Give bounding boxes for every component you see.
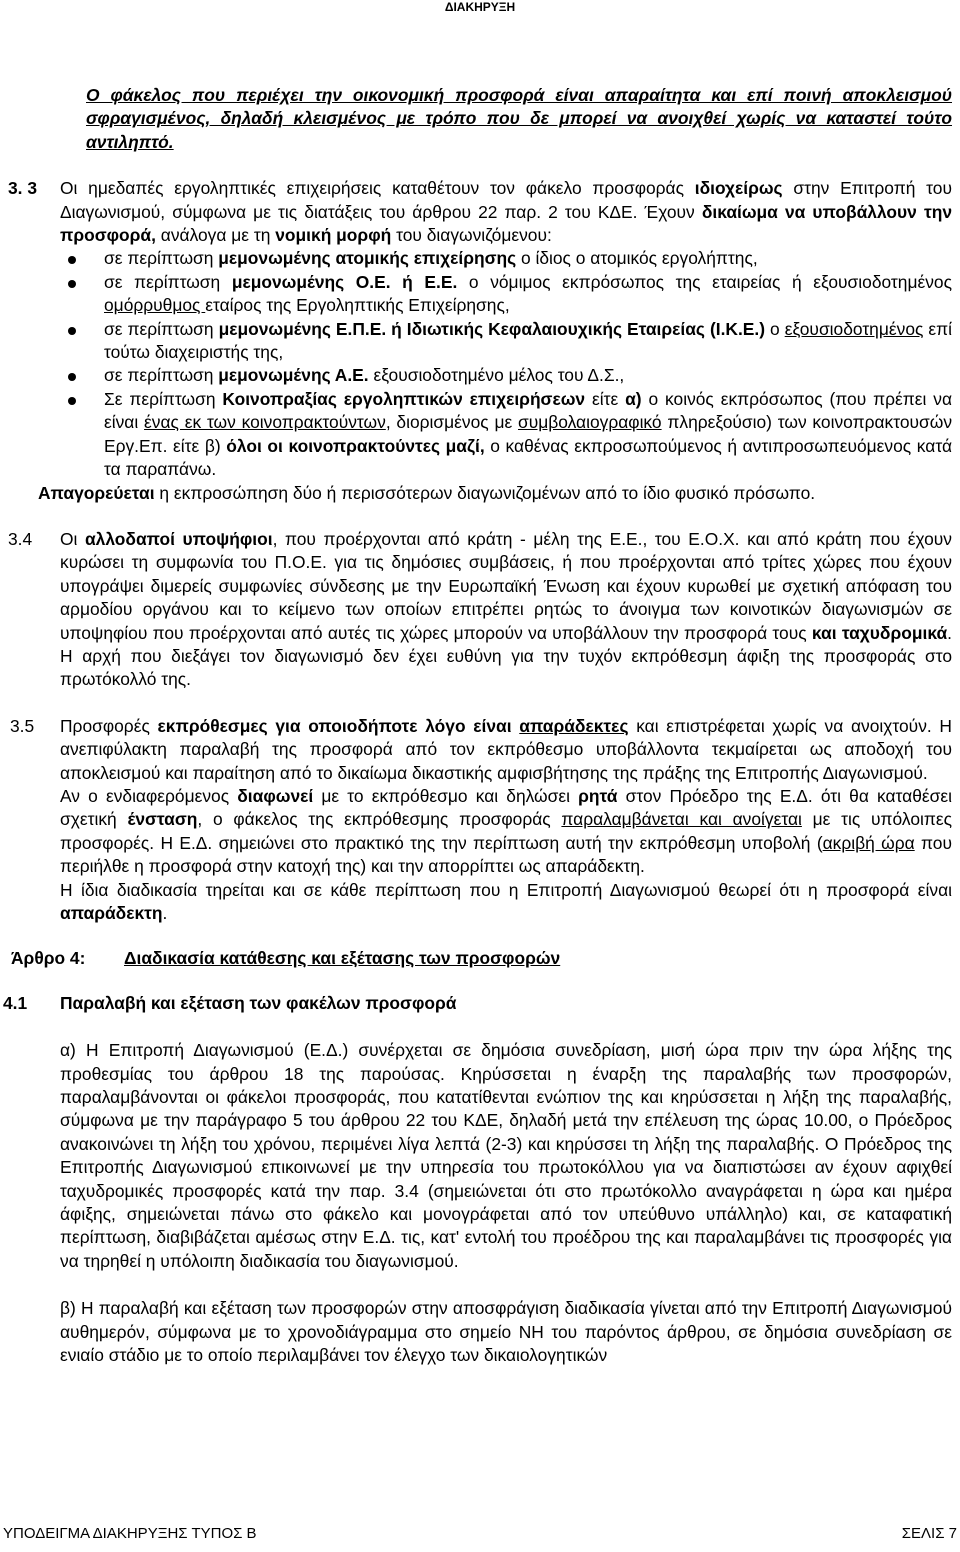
footer-page-number: ΣΕΛΙΣ 7 — [901, 1525, 957, 1542]
section-3-4-paragraph: Οι αλλοδαποί υποψήφιοι, που προέρχονται από κράτη - μέλη της Ε.Ε., του Ε.Ο.Χ. και από κράτη που έχουν κυρώσει τη συμφωνία του Π.Ο.Ε. για τις δημόσιες συμβάσεις, ή που προέρχονται από τρίτες χώρες που έχουν υπογράψει διμερείς συμφωνίες σύνδεσης με την Ευρωπαϊκή Ένωση και έχουν κυρωθεί με σχετική απόφαση του αρμοδίου οργάνου και το κείμενο των οποίων επιτρέπει ρητώς το άνοιγμα των κοινοτικών διαγωνισμών σε υποψηφίου που προέρχονται από αυτές τις χώρες μπορούν να υποβάλλουν την προσφορά τους και ταχυδρομικά. Η αρχή που διεξάγει τον διαγωνισμό δεν έχει ευθύνη για την τυχόν εκπρόθεσμη άφιξη της προσφοράς στο πρωτόκολλό της. — [60, 528, 952, 690]
section-3-5-paragraph-1: Προσφορές εκπρόθεσμες για οποιοδήποτε λόγο είναι απαράδεκτες και επιστρέφεται χωρίς να ανοιχτούν. Η ανεπιφύλακτη παραλαβή της προσφορά από τον εκπρόθεσμο υποβάλλοντα τεκμαίρεται ως αποδοχή του αποκλεισμού και παραίτηση από το δικαίωμα δικαστικής αμφισβήτησης της πράξης της Επιτροπής Διαγωνισμού. — [60, 715, 952, 783]
section-3-3 — [0, 177, 952, 247]
footer-document-type: ΥΠΟΔΕΙΓΜΑ ΔΙΑΚΗΡΥΞΗΣ ΤΥΠΟΣ Β — [3, 1525, 257, 1542]
section-3-3-paragraph: Οι ημεδαπές εργοληπτικές επιχειρήσεις καταθέτουν τον φάκελο προσφοράς ιδιοχείρως στην Επιτροπή του Διαγωνισμού, σύμφωνα με τις διατάξεις του άρθρου 22 παρ. 2 του ΚΔΕ. Έχουν δικαίωμα να υποβάλλουν την προσφορά, ανάλογα με τη νομική μορφή του διαγωνιζόμενου: — [60, 178, 952, 246]
section-4-1-heading — [0, 992, 952, 1015]
representation-list — [60, 247, 952, 481]
document-header: ΔΙΑΚΗΡΥΞΗ — [444, 0, 516, 14]
section-3-5-paragraph-2: Αν ο ενδιαφερόμενος διαφωνεί με το εκπρόθεσμο και δηλώσει ρητά στον Πρόεδρο της Ε.Δ. ότι θα καταθέσει σχετική ένσταση, ο φάκελος της εκπρόθεσμης προσφοράς παραλαμβάνεται και ανοίγεται με τις υπόλοιπες προσφορές. Η Ε.Δ. σημειώνει στο πρακτικό της την περίπτωση αυτή την εκπρόθεσμη υποβολή (ακριβή ώρα που περιήλθε η προσφορά στην κατοχή της) και την απορρίπτει ως απαράδεκτη. — [60, 785, 953, 877]
section-4-1-paragraph-a: α) Η Επιτροπή Διαγωνισμού (Ε.Δ.) συνέρχεται σε δημόσια συνεδρίαση, μισή ώρα πριν την ώρα λήξης της προθεσμίας του άρθρου 18 της παρούσας. Κηρύσσεται η έναρξη της παραλαβής των προσφορών, παραλαμβάνονται οι φάκελοι προσφοράς, που κατατίθενται ενώπιον της και κηρύσσεται η λήξη της παραλαβής, σύμφωνα με την παράγραφο 5 του άρθρου 22 του ΚΔΕ, δηλαδή μετά την επέλευση της ώρας 10.00, ο Πρόεδρος ανακοινώνει τη λήξη του χρόνου, περιμένει λίγα λεπτά (2-3) και κηρύσσει τη λήξη της παραλαβής. Ο Πρόεδρος της Επιτροπής Διαγωνισμού επικοινωνεί με την υπηρεσία του πρωτοκόλλου για να διαπιστώσει αν έχουν αφιχθεί ταχυδρομικές προσφορές κατά την παρ. 3.4 (σημειώνεται ότι στο πρωτόκολλο αναγράφεται η ώρα και ημέρα άφιξης, σημειώνεται πάνω στο φάκελο και μονογράφεται από τον υπεύθυνο υπάλληλο) και, σε καταφατική περίπτωση, διαβιβάζεται αμέσως στην Ε.Δ. τις, κατ' εντολή του προέδρου της και παραλαμβάνει τις προσφορές για να τηρηθεί η υπόλοιπη διαδικασία του διαγωνισμού. — [60, 1040, 952, 1271]
article-4-heading — [8, 947, 952, 970]
representation-list-wrapper — [60, 247, 952, 481]
page-footer — [0, 1524, 960, 1548]
list-item: σε περίπτωση μεμονωμένης Ο.Ε. ή Ε.Ε. ο νόμιμος εκπρόσωπος της εταιρείας ή εξουσιοδοτημένος ομόρρυθμος εταίρος της Εργοληπτικής Επιχείρησης, — [104, 271, 952, 318]
article-number: Άρθρο 4: — [11, 948, 86, 969]
list-item: σε περίπτωση μεμονωμένης Ε.Π.Ε. ή Ιδιωτικής Κεφαλαιουχικής Εταιρείας (Ι.Κ.Ε.) ο εξουσιοδοτημένος επί τούτω διαχειριστής της, — [104, 318, 952, 365]
article-title: Διαδικασία κατάθεσης και εξέτασης των προσφορών — [124, 948, 561, 969]
list-item: Σε περίπτωση Κοινοπραξίας εργοληπτικών επιχειρήσεων είτε α) ο κοινός εκπρόσωπος (που πρέπει να είναι ένας εκ των κοινοπρακτούντων, διορισμένος με συμβολαιογραφικό πληρεξούσιο) των κοινοπρακτουσών Εργ.Επ. είτε β) όλοι οι κοινοπρακτούντες μαζί, ο καθένας εκπροσωπούμενος ή αντιπροσωπευόμενος κατά τα παραπάνω. — [104, 388, 952, 482]
section-number: 3.5 — [10, 715, 35, 736]
section-title: Παραλαβή και εξέταση των φακέλων προσφορά — [60, 992, 457, 1013]
section-3-4 — [0, 528, 952, 692]
list-item: σε περίπτωση μεμονωμένης Α.Ε. εξουσιοδοτημένο μέλος του Δ.Σ., — [104, 364, 952, 387]
ban-paragraph: Απαγορεύεται η εκπροσώπηση δύο ή περισσότερων διαγωνιζομένων από το ίδιο φυσικό πρόσωπο. — [38, 482, 816, 503]
section-4-1-paragraph-b: β) Η παραλαβή και εξέταση των προσφορών στην αποσφράγιση διαδικασία γίνεται από την Επιτροπή Διαγωνισμού αυθημερόν, σύμφωνα με το χρονοδιάγραμμα στο σημείο ΝΗ του παρόντος άρθρου, σε δημόσια συνεδρίαση σε ενιαίο στάδιο με το οποίο περιλαμβάνει τον έλεγχο των δικαιολογητικών — [60, 1298, 952, 1366]
section-3-5 — [0, 715, 952, 926]
section-3-5-paragraph-3: Η ίδια διαδικασία τηρείται και σε κάθε περίπτωση που η Επιτροπή Διαγωνισμού θεωρεί ότι η προσφορά είναι απαράδεκτη. — [60, 879, 952, 923]
section-number: 3.4 — [8, 528, 33, 549]
list-item: σε περίπτωση μεμονωμένης ατομικής επιχείρησης ο ίδιος ο ατομικός εργολήπτης, — [104, 247, 952, 270]
document-body — [0, 84, 960, 1368]
section-number: 4.1 — [3, 992, 28, 1013]
intro-paragraph: Ο φάκελος που περιέχει την οικονομική προσφορά είναι απαραίτητα και επί ποινή αποκλεισμού σφραγισμένος, δηλαδή κλεισμένος με τρόπο που δε μπορεί να ανοιχθεί χωρίς να καταστεί τούτο αντιληπτό. — [86, 85, 952, 152]
section-number: 3. 3 — [8, 178, 38, 199]
